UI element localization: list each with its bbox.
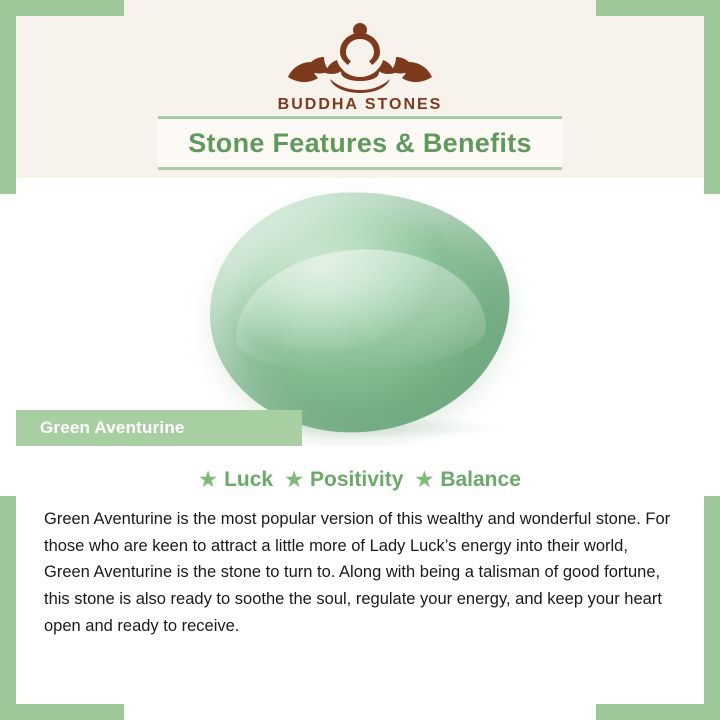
star-icon: ★: [285, 469, 304, 491]
keyword-label: Balance: [440, 468, 521, 491]
green-aventurine-stone-image: [204, 184, 516, 439]
image-caption-label: Green Aventurine: [40, 418, 185, 437]
section-title-band: [158, 116, 562, 170]
bottom-spacer: [16, 664, 704, 704]
keyword-label: Luck: [224, 468, 274, 491]
description-panel: [16, 446, 704, 704]
header: [16, 0, 704, 178]
star-icon: ★: [199, 469, 218, 491]
stone-description-text: Green Aventurine is the most popular version of this wealthy and wonderful stone. For those who are keen to attract a little more of Lady Luck’s energy into their world, Green Aventurine is the stone to turn to. Along with being a talisman of good fortune, this stone is also ready to soothe the soul, regulate your energy, and keep your heart open and ready to receive.: [44, 510, 671, 635]
keyword-item-luck: [199, 468, 273, 492]
star-icon: ★: [415, 469, 434, 491]
keyword-label: Positivity: [310, 468, 404, 491]
brand-logo: [16, 16, 704, 114]
lotus-meditation-icon: [280, 16, 440, 94]
image-caption-bar: [16, 410, 302, 446]
brand-name: BUDDHA STONES: [277, 96, 443, 113]
keyword-item-positivity: [285, 468, 403, 492]
page-title: Stone Features & Benefits: [188, 127, 532, 158]
hero-image: [16, 178, 704, 446]
keyword-item-balance: [415, 468, 520, 492]
keyword-list: [44, 468, 676, 492]
